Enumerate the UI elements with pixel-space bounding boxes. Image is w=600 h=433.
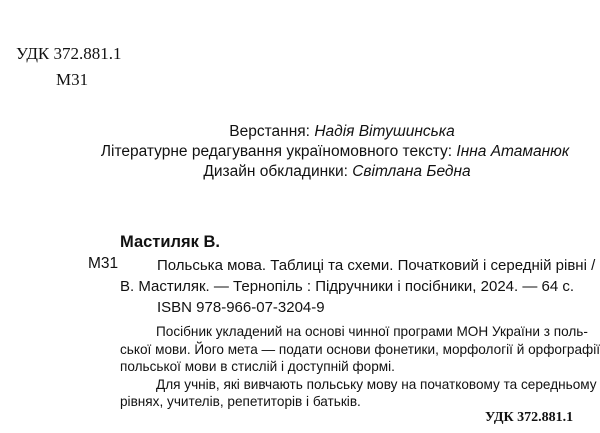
catalog-title-line: Польська мова. Таблиці та схеми. Початковий і середній рівні / — [157, 257, 596, 274]
credit-layout — [0, 122, 600, 142]
catalog-publisher-line: В. Мастиляк. — Тернопіль : Підручники і посібники, 2024. — 64 с. — [120, 278, 575, 295]
credit-label: Верстання: — [229, 123, 315, 140]
catalog-isbn: ISBN 978-966-07-3204-9 — [157, 299, 325, 316]
udk-header: УДК 372.881.1 — [16, 44, 122, 63]
credit-value: Світлана Бедна — [352, 163, 471, 180]
credit-cover-design — [0, 162, 600, 182]
credit-label: Дизайн обкладинки: — [203, 163, 353, 180]
credit-editing — [0, 142, 600, 162]
annotation-line: польської мови в стислій і доступній формі. — [120, 359, 395, 374]
catalog-author: Мастиляк В. — [120, 233, 220, 251]
udk-footer: УДК 372.881.1 — [485, 410, 574, 425]
credit-value: Надія Вітушинська — [314, 123, 455, 140]
annotation-line: Для учнів, які вивчають польську мову на початковому та середньому — [156, 376, 597, 392]
annotation — [120, 323, 600, 411]
author-code-header: М31 — [56, 70, 89, 89]
catalog-code: М31 — [88, 255, 119, 272]
credit-label: Літературне редагування україномовного тексту: — [100, 143, 457, 160]
catalog-entry — [120, 255, 596, 318]
annotation-line: рівнях, учителів, репетиторів і батьків. — [120, 394, 361, 409]
credits-block — [0, 122, 600, 182]
credit-value: Інна Атаманюк — [456, 143, 570, 160]
annotation-line: ської мови. Його мета — подати основи фонетики, морфології й орфографії — [120, 341, 600, 357]
annotation-line: Посібник укладений на основі чинної програми МОН України з поль- — [156, 324, 588, 339]
